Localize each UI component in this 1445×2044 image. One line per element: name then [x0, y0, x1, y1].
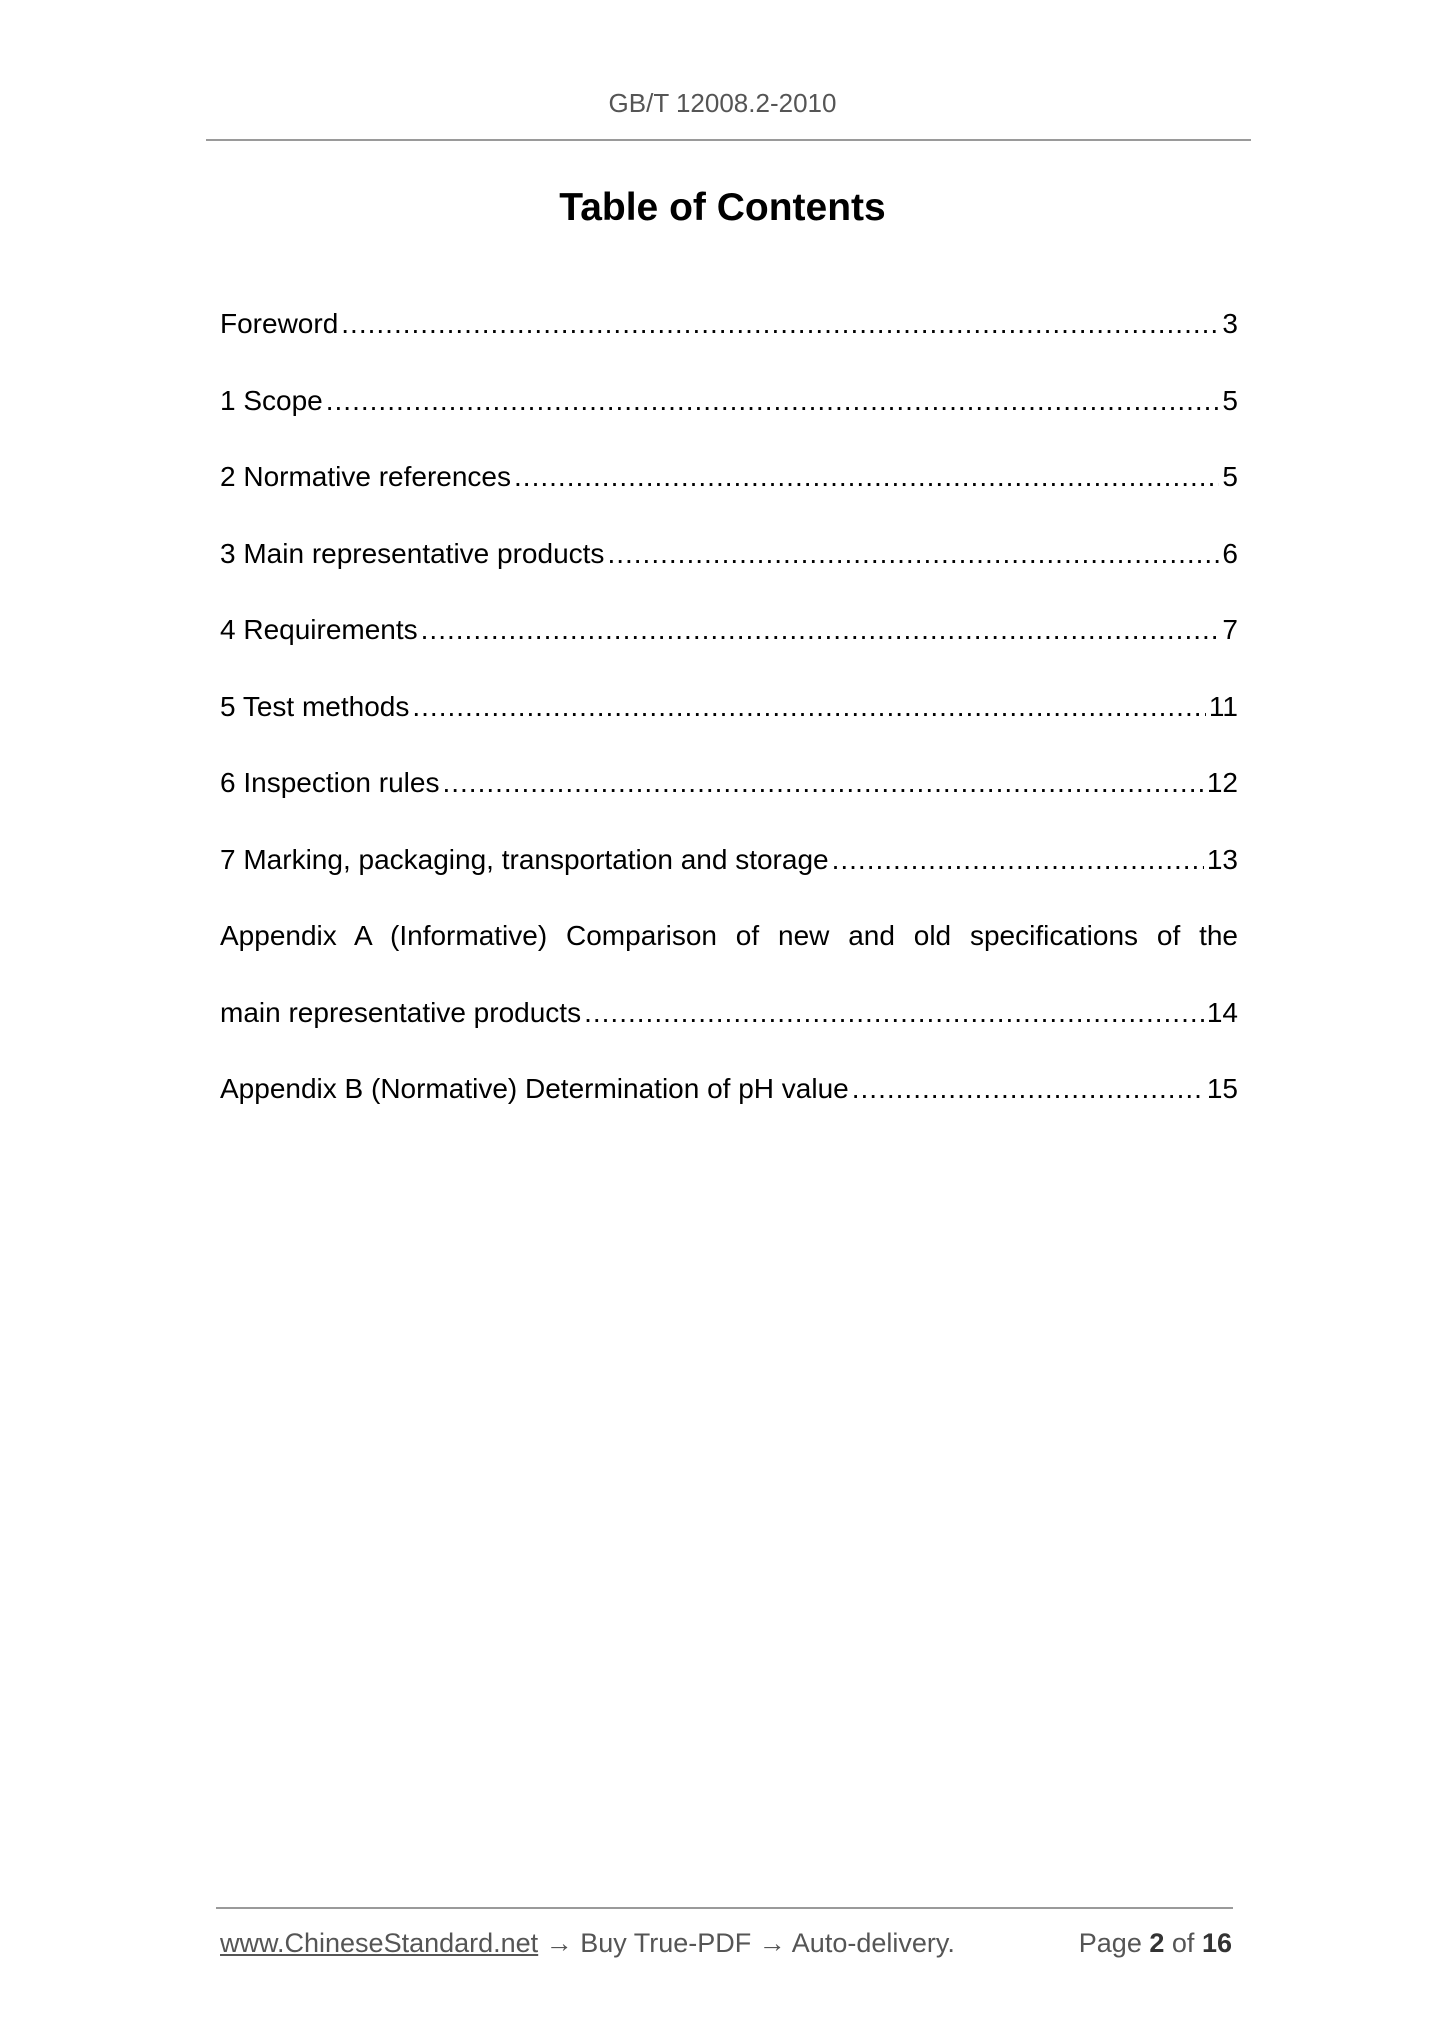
toc-leader-dots	[514, 453, 1219, 501]
toc-leader-dots	[442, 759, 1203, 807]
toc-leader-dots	[832, 836, 1204, 884]
toc-entry-label: Appendix A (Informative) Comparison of new and old specifications of the	[220, 920, 1238, 951]
toc-leader-dots	[412, 683, 1206, 731]
toc-entry-page: 15	[1206, 1073, 1238, 1104]
page-number	[1079, 1928, 1232, 1959]
toc-entry-label: 7 Marking, packaging, transportation and storage	[220, 843, 829, 875]
page-footer	[220, 1928, 1232, 1959]
toc-entry-page: 12	[1206, 767, 1238, 798]
toc-entry-label: 4 Requirements	[220, 614, 418, 645]
table-of-contents	[220, 300, 1238, 1142]
current-page: 2	[1149, 1928, 1165, 1958]
page-title: Table of Contents	[559, 186, 886, 229]
website-link[interactable]: www.ChineseStandard.net	[220, 1928, 539, 1958]
toc-entry-label: 3 Main representative products	[220, 537, 605, 569]
toc-entry-label: main representative products	[220, 996, 582, 1028]
of-word: of	[1171, 1928, 1195, 1958]
toc-entry-inspection-rules[interactable]	[220, 759, 1238, 836]
toc-entry-normative-references[interactable]	[220, 453, 1238, 530]
delivery-text: Auto-delivery.	[791, 1928, 955, 1958]
buy-text: Buy True-PDF	[580, 1928, 752, 1958]
footer-divider	[216, 1907, 1233, 1909]
page-word: Page	[1078, 1928, 1142, 1958]
toc-leader-dots	[584, 989, 1204, 1037]
toc-leader-dots	[852, 1065, 1204, 1113]
toc-entry-label: Appendix B (Normative) Determination of pH value	[220, 1073, 849, 1104]
toc-entry-page: 5	[1222, 461, 1238, 492]
toc-entry-label: 6 Inspection rules	[220, 767, 440, 798]
toc-leader-dots	[607, 530, 1219, 578]
toc-entry-label: 1 Scope	[220, 384, 323, 416]
toc-entry-label: 2 Normative references	[220, 461, 512, 492]
header-divider	[206, 139, 1251, 141]
arrow-right-icon: →	[758, 1928, 786, 1958]
toc-entry-appendix-a-line2[interactable]	[220, 989, 1238, 1066]
toc-entry-page: 5	[1222, 384, 1238, 416]
toc-entry-marking-packaging[interactable]	[220, 836, 1238, 913]
total-pages: 16	[1201, 1928, 1232, 1958]
toc-entry-appendix-a-line1[interactable]	[220, 912, 1238, 989]
toc-leader-dots	[341, 300, 1219, 348]
toc-entry-label: 5 Test methods	[220, 690, 410, 722]
toc-entry-label: Foreword	[220, 308, 339, 339]
toc-entry-requirements[interactable]	[220, 606, 1238, 683]
toc-entry-page: 14	[1206, 996, 1238, 1028]
toc-entry-scope[interactable]	[220, 377, 1238, 454]
toc-entry-page: 6	[1222, 537, 1238, 569]
running-header: GB/T 12008.2-2010	[608, 88, 837, 118]
toc-leader-dots	[326, 377, 1220, 425]
toc-entry-page: 11	[1208, 690, 1238, 722]
toc-leader-dots	[421, 606, 1220, 654]
arrow-right-icon: →	[545, 1928, 573, 1958]
toc-entry-appendix-b[interactable]	[220, 1065, 1238, 1142]
toc-entry-page: 7	[1222, 614, 1238, 645]
toc-entry-foreword[interactable]	[220, 300, 1238, 377]
toc-entry-page: 3	[1222, 308, 1238, 339]
toc-entry-test-methods[interactable]	[220, 683, 1238, 760]
toc-entry-main-representative-products[interactable]	[220, 530, 1238, 607]
toc-entry-page: 13	[1206, 843, 1238, 875]
